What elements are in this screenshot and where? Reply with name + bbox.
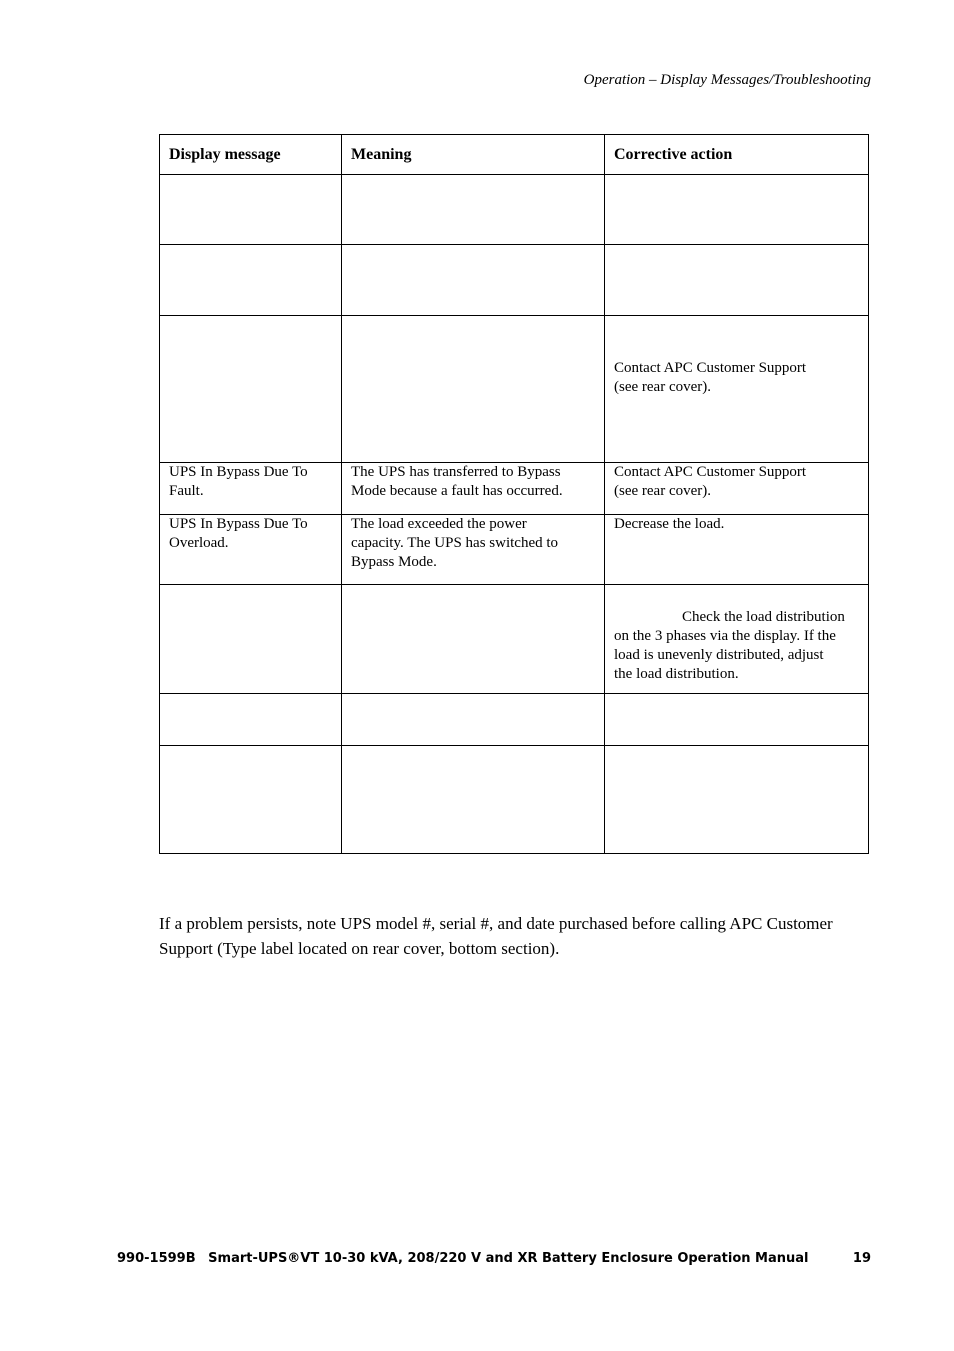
- action-text: Check the load distribution: [682, 609, 845, 625]
- display-message-cell: [160, 175, 342, 245]
- table-row: [160, 245, 869, 316]
- corrective-action-cell: [605, 746, 869, 854]
- meaning-cell: [342, 746, 605, 854]
- action-text: (see rear cover).: [614, 483, 712, 499]
- table-row: [160, 585, 869, 694]
- running-header: Operation – Display Messages/Troubleshooting: [583, 72, 871, 88]
- meaning-text: Mode because a fault has occurred.: [351, 483, 563, 499]
- meaning-cell: [342, 585, 605, 694]
- table-header-row: [160, 135, 869, 175]
- action-text: (see rear cover).: [614, 379, 712, 395]
- manual-title: Smart-UPS®VT 10-30 kVA, 208/220 V and XR Battery Enclosure Operation Manual: [208, 1251, 809, 1266]
- action-text: on the 3 phases via the display. If the: [614, 628, 836, 644]
- table-row: [160, 463, 869, 515]
- table-row: [160, 515, 869, 585]
- corrective-action-cell: [605, 515, 869, 585]
- table-row: [160, 694, 869, 746]
- message-text: Overload.: [169, 535, 229, 551]
- support-note-line: Support (Type label located on rear cover, bottom section).: [159, 939, 560, 958]
- corrective-action-cell: [605, 316, 869, 463]
- message-text: UPS In Bypass Due To: [169, 464, 308, 480]
- action-text: the load distribution.: [614, 666, 739, 682]
- meaning-text: The UPS has transferred to Bypass: [351, 464, 561, 480]
- action-text: load is unevenly distributed, adjust: [614, 647, 824, 663]
- display-message-cell: [160, 245, 342, 316]
- column-header-corrective-action: Corrective action: [605, 135, 869, 175]
- meaning-cell: [342, 316, 605, 463]
- table-row: [160, 316, 869, 463]
- action-text: Contact APC Customer Support: [614, 464, 807, 480]
- table-row: [160, 746, 869, 854]
- display-message-cell: [160, 694, 342, 746]
- display-message-cell: [160, 515, 342, 585]
- display-message-cell: [160, 316, 342, 463]
- corrective-action-cell: [605, 463, 869, 515]
- message-text: UPS In Bypass Due To: [169, 516, 308, 532]
- meaning-cell: [342, 245, 605, 316]
- message-text: Fault.: [169, 483, 204, 499]
- meaning-text: The load exceeded the power: [351, 516, 527, 532]
- support-note: [159, 911, 871, 961]
- troubleshooting-table: [159, 134, 869, 854]
- page-footer: [117, 1251, 871, 1266]
- corrective-action-cell: [605, 175, 869, 245]
- document-id: 990-1599B: [117, 1251, 196, 1266]
- meaning-cell: [342, 515, 605, 585]
- corrective-action-cell: [605, 245, 869, 316]
- meaning-text: capacity. The UPS has switched to: [351, 535, 559, 551]
- meaning-cell: [342, 694, 605, 746]
- column-header-display-message: Display message: [160, 135, 342, 175]
- action-text: Contact APC Customer Support: [614, 360, 807, 376]
- display-message-cell: [160, 463, 342, 515]
- display-message-cell: [160, 746, 342, 854]
- page-number: 19: [852, 1251, 871, 1266]
- meaning-cell: [342, 175, 605, 245]
- action-text: Decrease the load.: [614, 516, 725, 532]
- meaning-text: Bypass Mode.: [351, 554, 437, 570]
- column-header-meaning: Meaning: [342, 135, 605, 175]
- support-note-line: If a problem persists, note UPS model #, serial #, and date purchased before calling APC Customer: [159, 914, 833, 933]
- corrective-action-cell: [605, 694, 869, 746]
- corrective-action-cell: [605, 585, 869, 694]
- meaning-cell: [342, 463, 605, 515]
- display-message-cell: [160, 585, 342, 694]
- table-row: [160, 175, 869, 245]
